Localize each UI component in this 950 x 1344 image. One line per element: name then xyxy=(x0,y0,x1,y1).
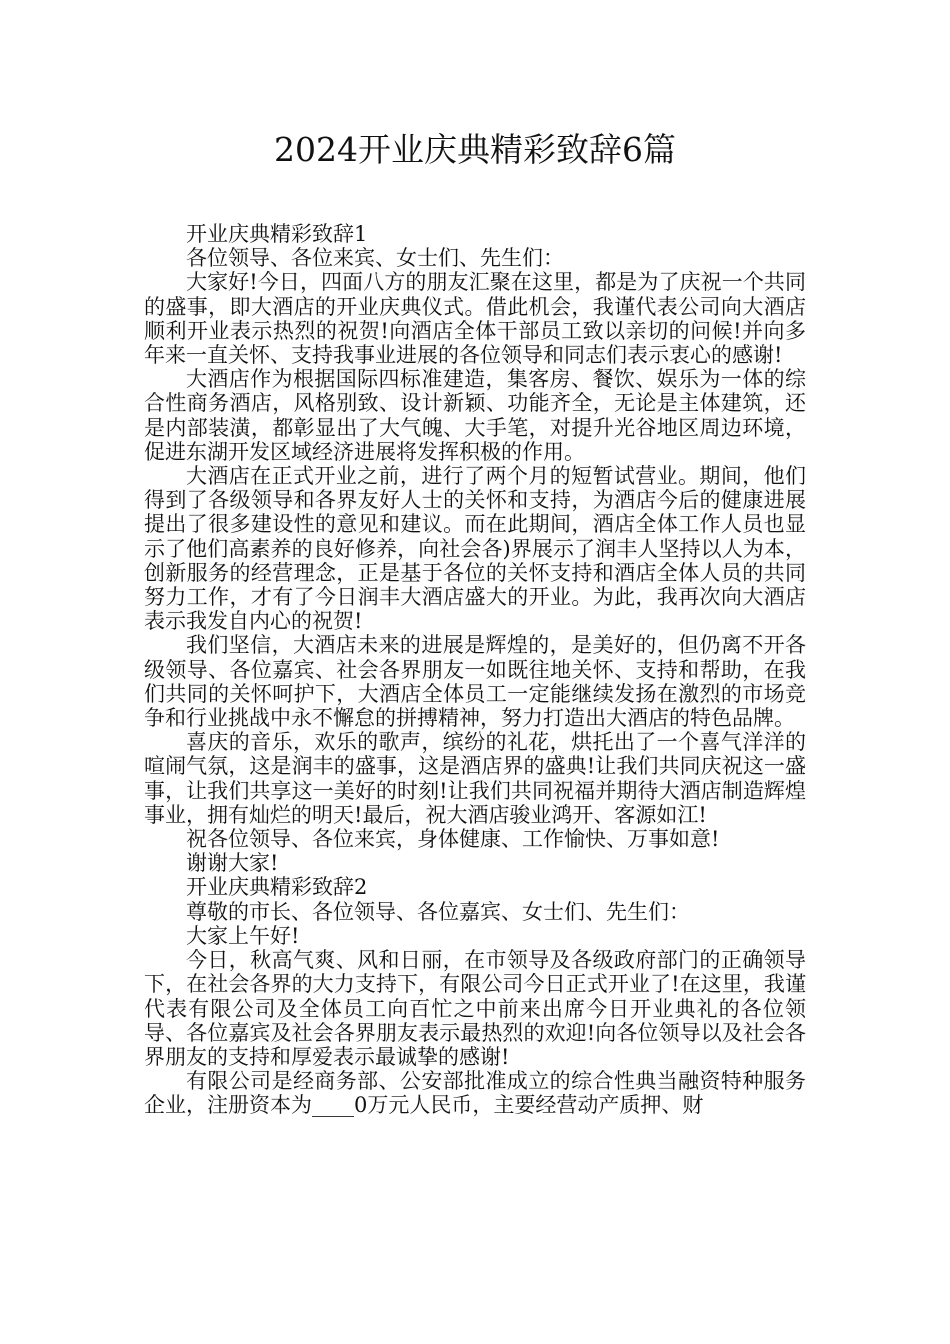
body-paragraph: 大酒店作为根据国际四标准建造，集客房、餐饮、娱乐为一体的综合性商务酒店，风格别致、设计新颖、功能齐全，无论是主体建筑，还是内部装潢，都彰显出了大气魄、大手笔，对提升光谷地区周边环境，促进东湖开发区域经济进展将发挥积极的作用。 xyxy=(144,367,806,464)
greeting-paragraph: 大家上午好! xyxy=(186,923,300,948)
body-paragraph: 喜庆的音乐，欢乐的歌声，缤纷的礼花，烘托出了一个喜气洋洋的喧闹气氛，这是润丰的盛事，这是酒店界的盛典!让我们共同庆祝这一盛事，让我们共享这一美好的时刻!让我们共同祝福并期待大酒店制造辉煌事业，拥有灿烂的明天!最后，祝大酒店骏业鸿开、客源如江! xyxy=(144,730,806,827)
body-paragraph: 大家好!今日，四面八方的朋友汇聚在这里，都是为了庆祝一个共同的盛事，即大酒店的开业庆典仪式。借此机会，我谨代表公司向大酒店顺利开业表示热烈的祝贺!向酒店全体干部员工致以亲切的问候!并向多年来一直关怀、支持我事业进展的各位领导和同志们表示衷心的感谢! xyxy=(144,270,806,368)
thanks-paragraph: 谢谢大家! xyxy=(186,851,279,876)
section-heading-2: 开业庆典精彩致辞2 xyxy=(186,875,368,900)
document-body xyxy=(144,222,806,1118)
document-title: 2024开业庆典精彩致辞6篇 xyxy=(274,130,676,169)
body-paragraph: 有限公司是经商务部、公安部批准成立的综合性典当融资特种服务企业，注册资本为____0万元人民币，主要经营动产质押、财 xyxy=(144,1069,806,1118)
closing-paragraph: 祝各位领导、各位来宾，身体健康、工作愉快、万事如意! xyxy=(186,827,720,852)
body-paragraph: 今日，秋高气爽、风和日丽，在市领导及各级政府部门的正确领导下，在社会各界的大力支持下，有限公司今日正式开业了!在这里，我谨代表有限公司及全体员工向百忙之中前来出席今日开业典礼的各位领导、各位嘉宾及社会各界朋友表示最热烈的欢迎!向各位领导以及社会各界朋友的支持和厚爱表示最诚挚的感谢! xyxy=(144,948,806,1069)
body-paragraph: 大酒店在正式开业之前，进行了两个月的短暂试营业。期间，他们得到了各级领导和各界友好人士的关怀和支持，为酒店今后的健康进展提出了很多建设性的意见和建议。而在此期间，酒店全体工作人员也显示了他们高素养的良好修养，向社会各)界展示了润丰人坚持以人为本，创新服务的经营理念，正是基于各位的关怀支持和酒店全体人员的共同努力工作，才有了今日润丰大酒店盛大的开业。为此，我再次向大酒店表示我发自内心的祝贺! xyxy=(144,464,806,634)
salutation-paragraph: 尊敬的市长、各位领导、各位嘉宾、女士们、先生们： xyxy=(186,899,690,924)
section-heading-1: 开业庆典精彩致辞1 xyxy=(186,222,368,246)
body-paragraph: 我们坚信，大酒店未来的进展是辉煌的，是美好的，但仍离不开各级领导、各位嘉宾、社会各界朋友一如既往地关怀、支持和帮助，在我们共同的关怀呵护下，大酒店全体员工一定能继续发扬在激烈的市场竞争和行业挑战中永不懈怠的拼搏精神，努力打造出大酒店的特色品牌。 xyxy=(144,633,806,731)
salutation-paragraph: 各位领导、各位来宾、女士们、先生们： xyxy=(186,246,564,271)
